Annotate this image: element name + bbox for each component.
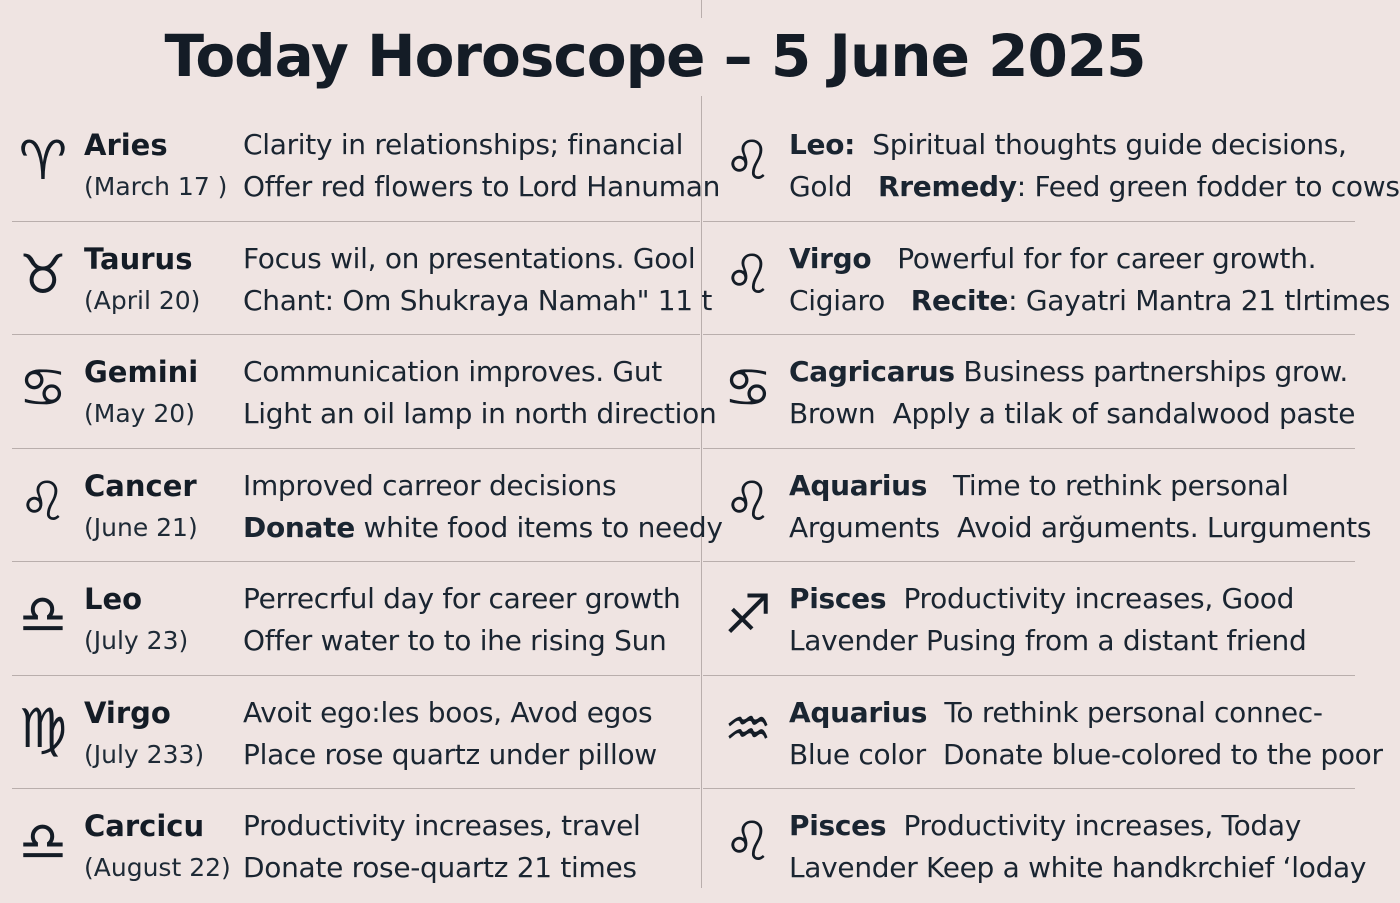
sign-subtitle: Lavender [789, 624, 918, 657]
sign-name: Taurus [84, 241, 193, 276]
sign-row [12, 789, 700, 903]
sign-date: (April 20) [84, 285, 201, 315]
prediction-text: To rethink personal connec- [944, 695, 1323, 729]
sign-row [703, 108, 1400, 222]
sign-row [12, 335, 717, 449]
sign-date: (July 23) [84, 626, 189, 655]
sign-row [703, 222, 1391, 336]
aries-icon: ♈ [18, 129, 68, 192]
remedy-text: Chant: Om Shukraya Namah" 11 t [243, 283, 713, 317]
right-column [703, 108, 1400, 903]
remedy-text: Gold Rremedy: Feed green fodder to cows [789, 170, 1400, 203]
sign-date: (May 20) [84, 399, 195, 428]
column-divider [701, 96, 702, 888]
virgo-icon: ♍ [18, 696, 68, 760]
remedy-text: Arguments Avoid arğuments. Lurguments [789, 510, 1372, 544]
sign-heading-line [789, 469, 1289, 502]
remedy-text: Lavender Pusing from a distant friend [789, 624, 1307, 657]
sign-name: Aquarius [789, 468, 928, 502]
sign-heading-line [789, 242, 1316, 275]
sign-row [12, 676, 700, 790]
prediction-text: Spiritual thoughts guide decisions, [872, 128, 1347, 161]
sign-name: Virgo [84, 695, 171, 730]
cancer-icon: ♋ [723, 356, 773, 419]
prediction-text: Time to rethink personal [952, 468, 1289, 502]
sign-subtitle: Brown [789, 397, 876, 430]
remedy-text: Offer red flowers to Lord Hanuman [243, 170, 721, 203]
sign-date: (March 17 ) [84, 172, 228, 201]
remedy-keyword: Donate [243, 510, 355, 544]
aquarius-icon: ♒ [723, 696, 773, 760]
left-column [0, 108, 723, 903]
sign-row [703, 335, 1355, 449]
prediction-text: Productivity increases, Good [903, 582, 1295, 615]
sign-heading-line [789, 582, 1294, 615]
prediction-text: Focus wil, on presentations. Gool [243, 241, 696, 275]
leo-icon: ♌ [18, 469, 68, 533]
sign-name: Cagricarus [789, 355, 955, 388]
prediction-text: Productivity increases, travel [243, 809, 641, 842]
prediction-text: Communication improves. Gut [243, 355, 662, 388]
sign-row [12, 562, 700, 676]
sign-date: (July 233) [84, 739, 205, 769]
sign-name: Leo: [789, 128, 856, 161]
remedy-text: Light an oil lamp in north direction [243, 397, 717, 430]
leo-icon: ♌ [723, 129, 773, 192]
sign-row [12, 108, 721, 222]
sign-heading-line [789, 355, 1348, 388]
sign-date: (June 21) [84, 512, 198, 542]
page-title: Today Horoscope – 5 June 2025 [164, 22, 1146, 90]
sign-subtitle: Lavender [789, 851, 918, 884]
sign-row [12, 222, 713, 336]
sign-name: Gemini [84, 355, 199, 389]
prediction-text: Improved carreor decisions [243, 468, 617, 502]
sign-subtitle: Blue color [789, 737, 926, 771]
sign-heading-line [789, 809, 1301, 842]
sign-name: Aries [84, 128, 168, 162]
sign-name: Virgo [789, 241, 872, 275]
remedy-text: Blue color Donate blue-colored to the poor [789, 737, 1383, 771]
sign-subtitle: Cigiaro [789, 283, 885, 317]
sign-name: Pisces [789, 809, 887, 842]
sign-heading-line [789, 128, 1347, 161]
remedy-text: Place rose quartz under pillow [243, 737, 657, 771]
sign-name: Leo [84, 582, 143, 616]
sign-row [12, 449, 723, 563]
sign-name: Aquarius [789, 695, 928, 729]
cancer-icon: ♋ [18, 356, 68, 419]
prediction-text: Business partnerships grow. [963, 355, 1348, 388]
sign-row [703, 449, 1372, 563]
remedy-text: Offer water to to ihe rising Sun [243, 624, 667, 657]
prediction-text: Productivity increases, Today [903, 809, 1302, 842]
leo-icon: ♌ [723, 242, 773, 306]
prediction-text: Avoit ego:les boos, Avod egos [243, 695, 653, 729]
remedy-keyword: Recite [910, 283, 1009, 317]
prediction-text: Perrecrful day for career growth [243, 582, 681, 615]
remedy-text: Brown Apply a tilak of sandalwood paste [789, 397, 1356, 430]
leo-icon: ♌ [723, 469, 773, 533]
prediction-text: Clarity in relationships; financial [243, 128, 684, 161]
libra-icon: ♎ [18, 810, 68, 873]
sign-row [703, 676, 1383, 790]
sign-name: Pisces [789, 582, 887, 615]
sign-subtitle: Arguments [789, 510, 940, 544]
remedy-text: Donate white food items to needy [243, 510, 723, 544]
sign-date: (August 22) [84, 853, 231, 882]
sign-row [703, 562, 1355, 676]
sagittarius-arrow-icon: ♐ [723, 583, 773, 646]
sign-heading-line [789, 696, 1323, 729]
top-divider-tick [701, 0, 702, 18]
libra-icon: ♎ [18, 583, 68, 646]
leo-icon: ♌ [723, 810, 773, 873]
remedy-text: Donate rose-quartz 21 times [243, 851, 637, 884]
taurus-bull-icon: ♉ [18, 242, 68, 306]
remedy-text: Cigiaro Recite: Gayatri Mantra 21 tlrtimes [789, 283, 1391, 317]
sign-name: Cancer [84, 468, 197, 503]
sign-subtitle: Gold [789, 170, 853, 203]
remedy-text: Lavender Keep a white handkrchief ‘loday [789, 851, 1367, 884]
sign-name: Carcicu [84, 809, 205, 843]
prediction-text: Powerful for for career growth. [897, 241, 1317, 275]
sign-row [703, 789, 1367, 903]
remedy-keyword: Rremedy [878, 170, 1017, 203]
